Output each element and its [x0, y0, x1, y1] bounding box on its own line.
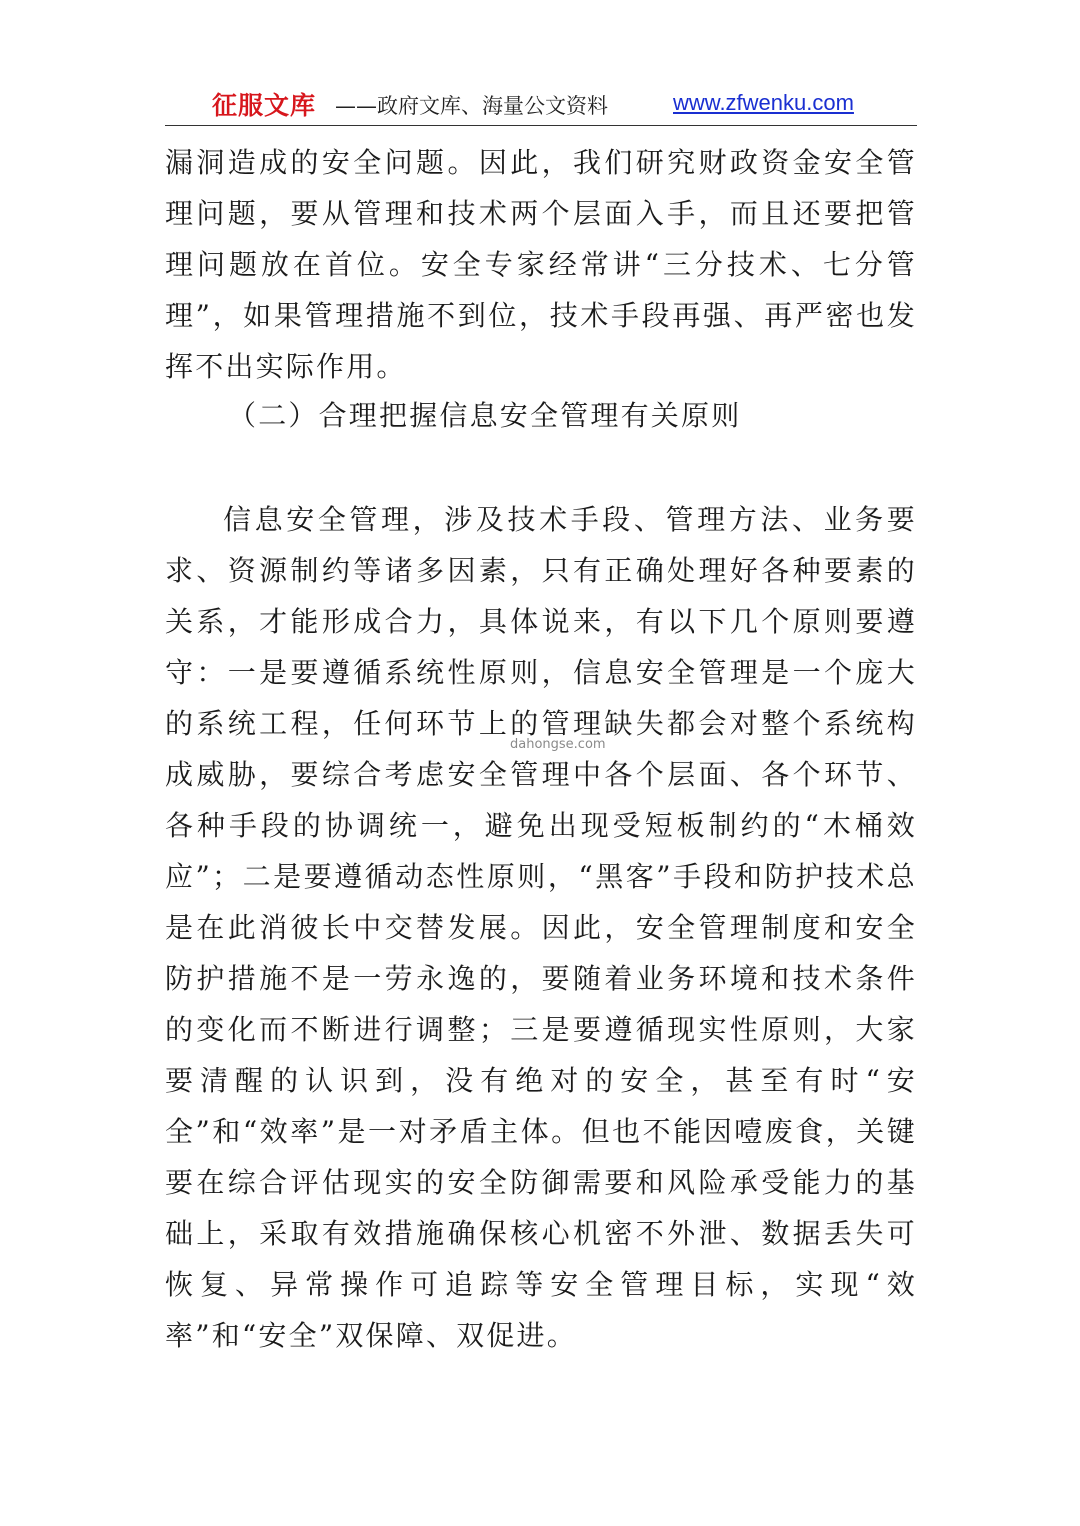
site-link[interactable]: www.zfwenku.com: [673, 90, 854, 115]
brand-logo-text: 征服文库: [212, 91, 317, 120]
watermark-text: dahongse.com: [510, 737, 606, 752]
header-divider: [165, 125, 917, 126]
header-tagline: ——政府文库、海量公文资料: [335, 94, 608, 118]
page-header: [165, 84, 917, 124]
body-paragraph-1: 漏洞造成的安全问题。因此，我们研究财政资金安全管理问题，要从管理和技术两个层面入手，而且还要把管理问题放在首位。安全专家经常讲“三分技术、七分管理”，如果管理措施不到位，技术手段再强、再严密也发挥不出实际作用。: [165, 146, 917, 383]
body-paragraph-2: 信息安全管理，涉及技术手段、管理方法、业务要求、资源制约等诸多因素，只有正确处理好各种要素的关系，才能形成合力，具体说来，有以下几个原则要遵守：一是要遵循系统性原则，信息安全管理是一个庞大的系统工程，任何环节上的管理缺失都会对整个系统构成威胁，要综合考虑安全管理中各个层面、各个环节、各种手段的协调统一，避免出现受短板制约的“木桶效应”；二是要遵循动态性原则，“黑客”手段和防护技术总是在此消彼长中交替发展。因此，安全管理制度和安全防护措施不是一劳永逸的，要随着业务环境和技术条件的变化而不断进行调整；三是要遵循现实性原则，大家要清醒的认识到，没有绝对的安全，甚至有时“安全”和“效率”是一对矛盾主体。但也不能因噎废食，关键要在综合评估现实的安全防御需要和风险承受能力的基础上，采取有效措施确保核心机密不外泄、数据丢失可恢复、异常操作可追踪等安全管理目标，实现“效率”和“安全”双保障、双促进。: [165, 503, 917, 1352]
section-heading: （二）合理把握信息安全管理有关原则: [228, 399, 742, 432]
